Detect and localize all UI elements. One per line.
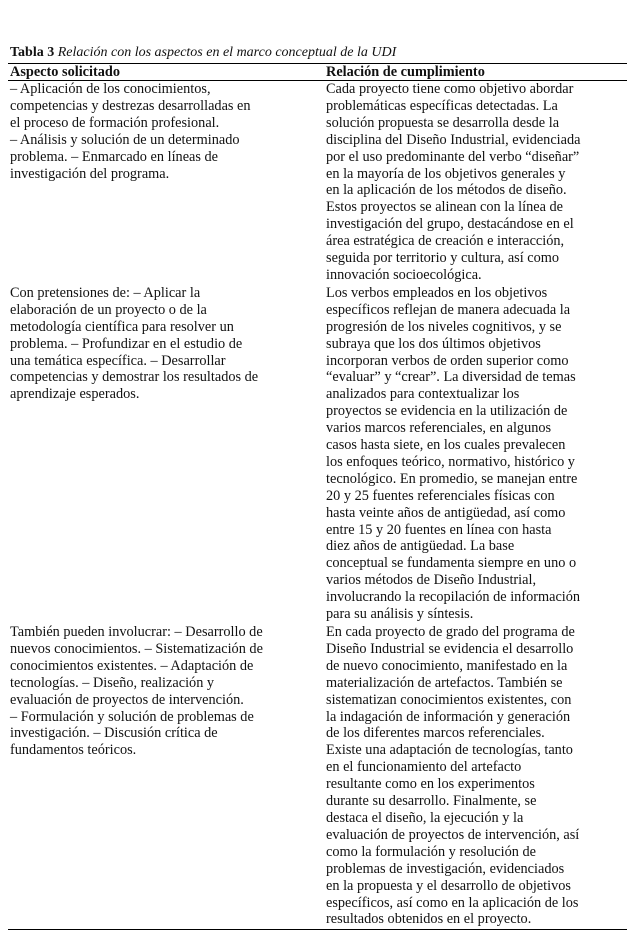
cell-relacion: Cada proyecto tiene como objetivo abordar problemáticas específicas detectadas. La solución propuesta se desarrolla desde la disciplina del Diseño Industrial, evidenciada por el uso predominante del verbo “diseñar” en la mayoría de los objetivos generales y en la aplicación de los métodos de diseño. Estos proyectos se alinean con la línea de investigación del grupo, destacándose en el área estratégica de creación e interacción, seguida por territorio y cultura, así como innovación socioecológica. xyxy=(326,81,581,283)
cell-aspecto: Con pretensiones de: – Aplicar la elaboración de un proyecto o de la metodología científica para resolver un problema. – Profundizar en el estudio de una temática específica. – Desarrollar competencias y demostrar los resultados de aprendizaje esperados. xyxy=(10,284,259,403)
header-row xyxy=(8,64,627,81)
table-caption xyxy=(10,44,396,61)
table-title: Relación con los aspectos en el marco conceptual de la UDI xyxy=(57,45,397,60)
table-label: Tabla 3 xyxy=(10,45,55,60)
relation-table xyxy=(8,63,627,930)
cell-aspecto: También pueden involucrar: – Desarrollo de nuevos conocimientos. – Sistematización de conocimientos existentes. – Adaptación de tecnologías. – Diseño, realización y evaluación de proyectos de intervención. – Formulación y solución de problemas de investigación. – Discusión crítica de fundamentos teóricos. xyxy=(8,624,318,930)
cell-relacion: Los verbos empleados en los objetivos específicos reflejan de manera adecuada la progresión de los niveles cognitivos, y se subraya que los dos últimos objetivos incorporan verbos de orden superior como “evaluar” y “crear”. La diversidad de temas analizados para contextualizar los proyectos se evidencia en la utilización de varios marcos referenciales, en algunos casos hasta siete, en los cuales prevalecen los enfoques teórico, normativo, histórico y tecnológico. En promedio, se manejan entre 20 y 25 fuentes referenciales físicas con hasta veinte años de antigüedad, así como entre 15 y 20 fuentes en línea con hasta diez años de antigüedad. La base conceptual se fundamenta siempre en uno o varios métodos de Diseño Industrial, involucrando la recopilación de información para su análisis y síntesis. xyxy=(326,284,581,623)
cell-aspecto: – Aplicación de los conocimientos, competencias y destrezas desarrolladas en el proceso de formación profesional. – Análisis y solución de un determinado problema. – Enmarcado en líneas de investigación del programa. xyxy=(10,81,251,182)
table-row xyxy=(8,81,627,285)
header-relacion: Relación de cumplimiento xyxy=(318,64,627,81)
header-aspecto: Aspecto solicitado xyxy=(8,64,318,81)
cell-relacion: En cada proyecto de grado del programa de Diseño Industrial se evidencia el desarrollo de nuevo conocimiento, manifestado en la materialización de artefactos. También se sistematizan conocimientos existentes, con la indagación de información y generación de los diferentes marcos referenciales. Existe una adaptación de tecnologías, tanto en el funcionamiento del artefacto resultante como en los experimentos durante su desarrollo. Finalmente, se destaca el diseño, la ejecución y la evaluación de proyectos de intervención, así como la formulación y resolución de problemas de investigación, evidenciados en la propuesta y el desarrollo de objetivos específicos, así como en la aplicación de los resultados obtenidos en el proyecto. xyxy=(318,624,627,930)
table-row xyxy=(8,285,627,624)
table-row xyxy=(8,624,627,930)
